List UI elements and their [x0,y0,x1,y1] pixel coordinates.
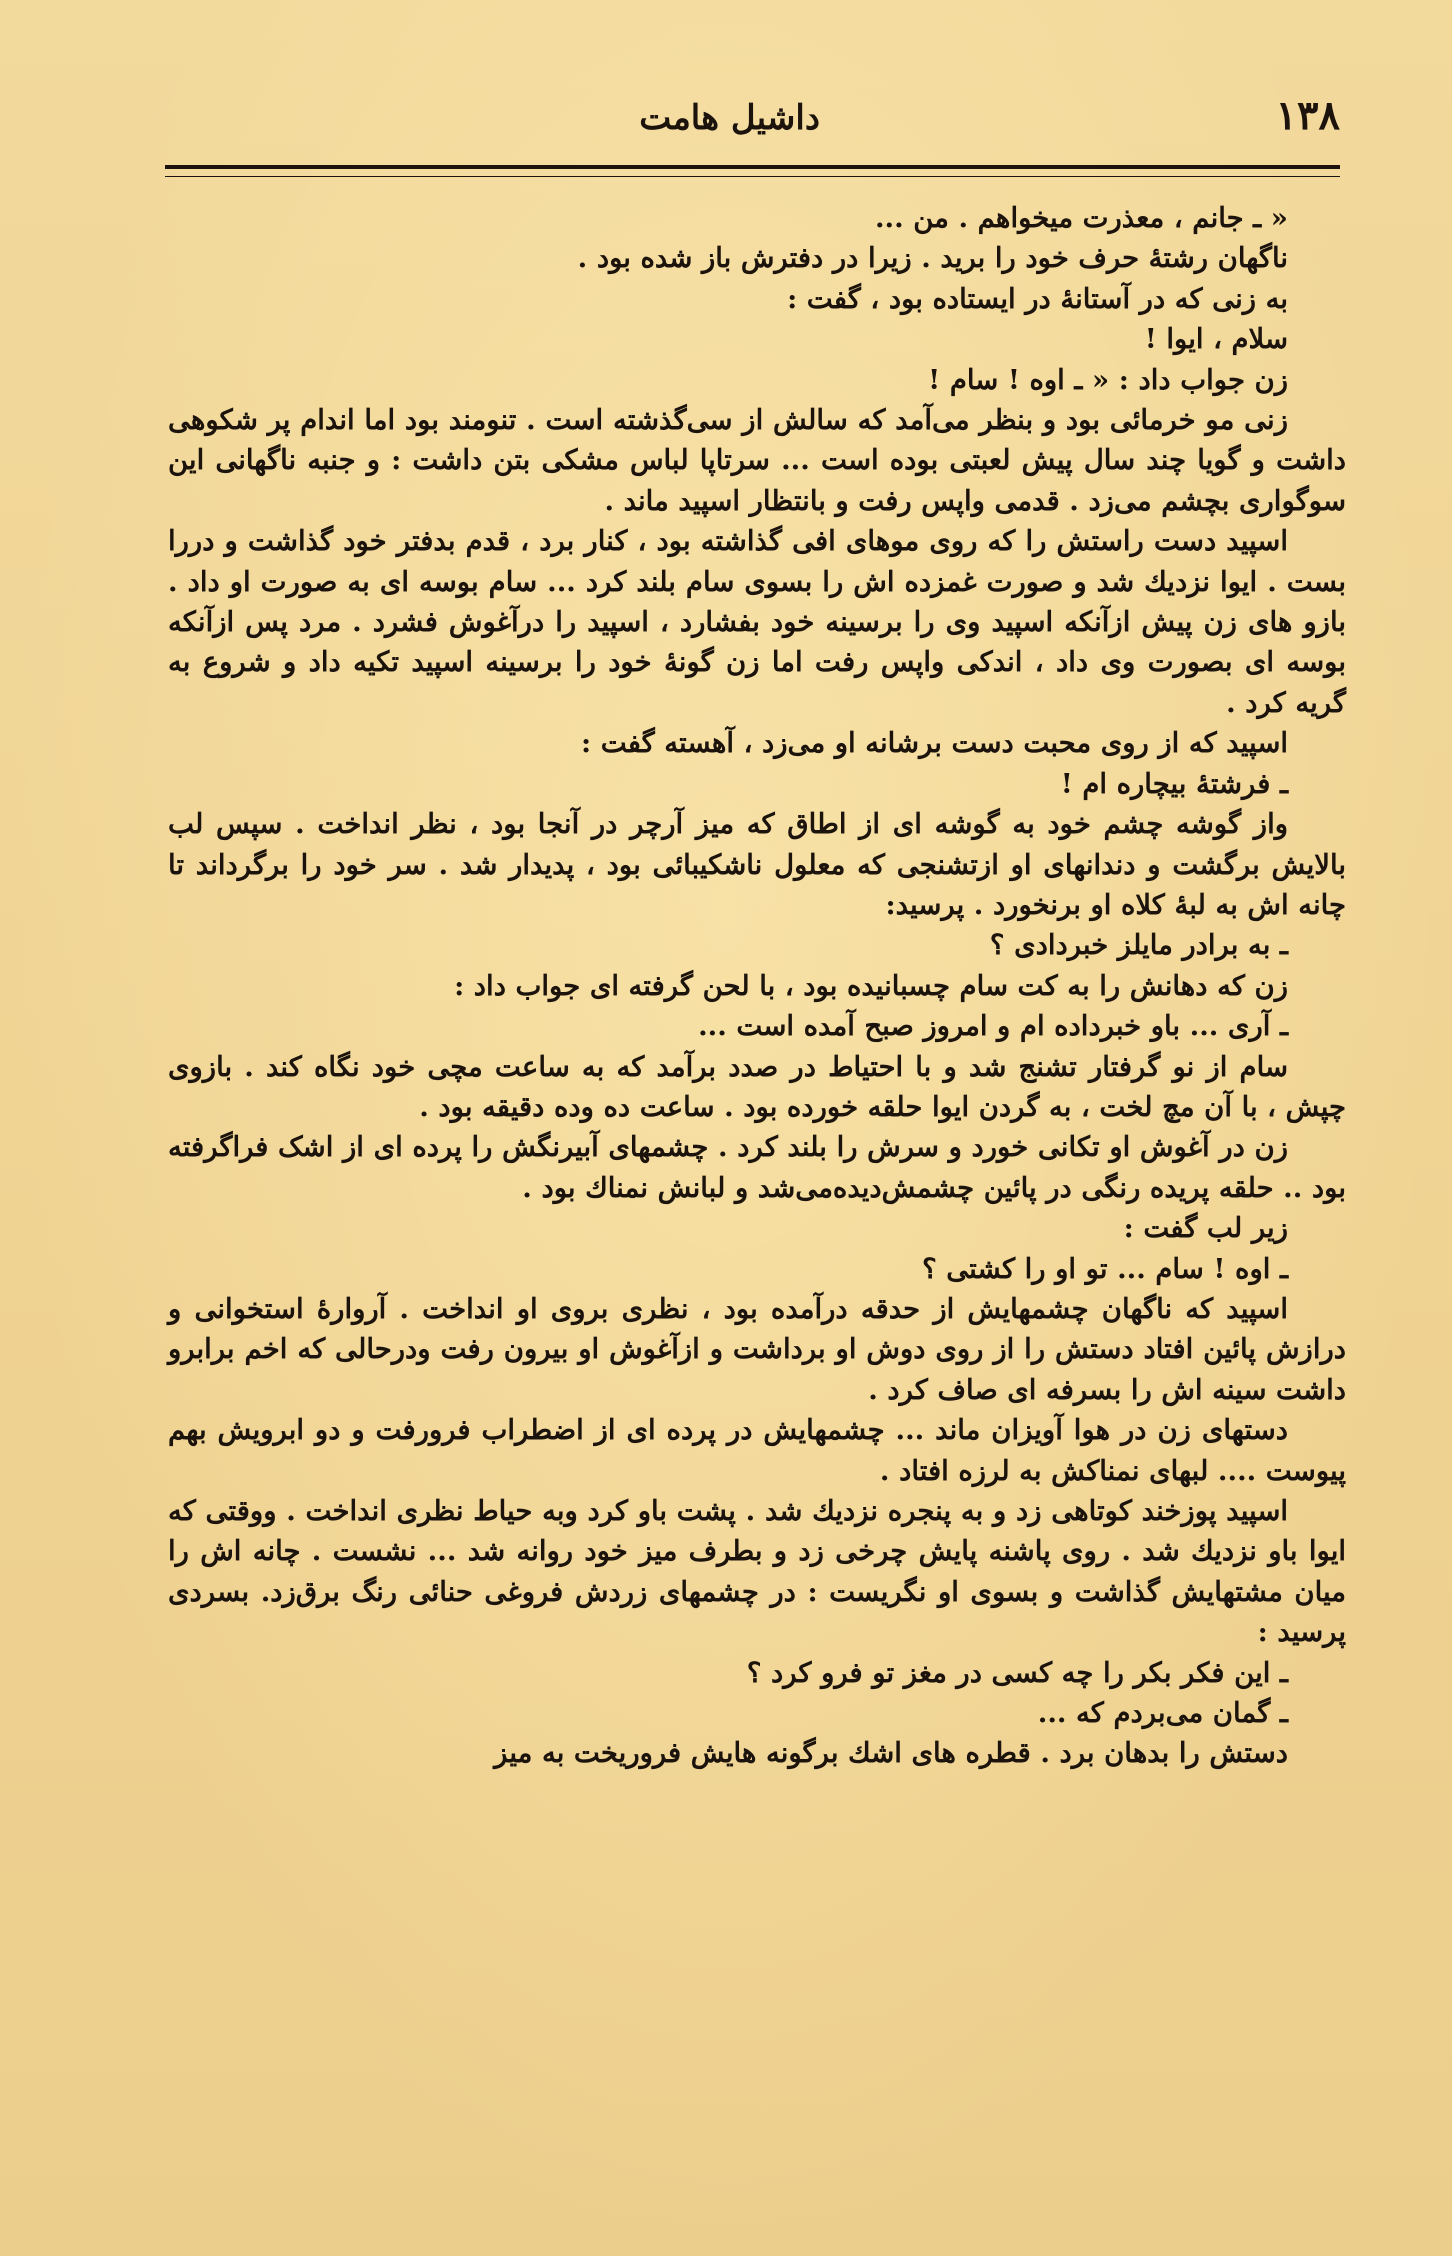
paragraph: ـ گمان می‌بردم که ... [1037,1697,1288,1730]
body-text [168,198,1346,1774]
paragraph: زن که دهانش را به کت سام چسبانیده بود ، با لحن گرفته ای جواب داد : [454,969,1288,1002]
paragraph: سام از نو گرفتار تشنج شد و با احتیاط در صدد برآمد که به ساعت مچی خود نگاه کند . بازوی چپش ، با آن مچ لخت ، به گردن ایوا حلقه خورده بود . ساعت ده وده دقیقه بود . [168,1050,1346,1123]
paragraph: اسپید که ناگهان چشمهایش از حدقه درآمده بود ، نظری بروی او انداخت . آروارهٔ استخوانی و درازش پائین افتاد دستش را از روی دوش او برداشت و ازآغوش او بیرون رفت ودرحالی که اخم برابرو داشت سینه اش را بسرفه ای صاف کرد . [168,1292,1346,1406]
paragraph: زن در آغوش او تکانی خورد و سرش را بلند کرد . چشمهای آبیرنگش را پرده ای از اشک فراگرفته بود .. حلقه پریده رنگی در پائین چشمش‌دیده‌می‌شد و لبانش نمناك بود . [168,1131,1346,1204]
paragraph: زنی مو خرمائی بود و بنظر می‌آمد که سالش از سی‌گذشته است . تنومند بود اما اندام پر شکوهی داشت و گویا چند سال پیش لعبتی بوده است ... سرتاپا لباس مشکی بتن داشت : و جنبه ناگهانی این سوگواری بچشم می‌زد . قدمی واپس رفت و بانتظار اسپید ماند . [168,404,1346,517]
paragraph: به زنی که در آستانهٔ در ایستاده بود ، گفت : [787,282,1288,315]
page-header [165,92,1340,152]
paragraph: اسپید پوزخند کوتاهی زد و به پنجره نزدیك شد . پشت باو کرد وبه حیاط نظری انداخت . ووقتی که ایوا باو نزدیك شد . روی پاشنه پایش چرخی زد و بطرف میز خود روانه شد ... نشست . چانه اش را میان مشتهایش گذاشت و بسوی او نگریست : در چشمهای زردش فروغی حنائی رنگ برق‌زد. بسردی پرسید : [168,1495,1346,1649]
paragraph: اسپید دست راستش را که روی موهای افی گذاشته بود ، کنار برد ، قدم بدفتر خود گذاشت و دررا بست . ایوا نزدیك شد و صورت غمزده اش را بسوی سام بلند کرد ... سام بوسه ای به صورت او داد . بازو های زن پیش ازآنکه اسپید وی را برسینه خود بفشارد ، اسپید را درآغوش فشرد . مرد پس ازآنکه بوسه ای بصورت وی داد ، اندکی واپس رفت اما زن گونهٔ خود را برسینه اسپید تکیه داد و شروع به گریه کرد . [168,525,1346,719]
header-rule-thick [165,165,1340,169]
paragraph: دستش را بدهان برد . قطره های اشك برگونه هایش فروریخت به میز [494,1737,1288,1770]
paragraph: زن جواب داد : « ـ اوه ! سام ! [928,363,1288,396]
paragraph: اسپید که از روی محبت دست برشانه او می‌زد ، آهسته گفت : [580,727,1288,760]
paragraph: زیر لب گفت : [1123,1212,1288,1245]
paragraph: ـ اوه ! سام ... تو او را کشتی ؟ [922,1252,1288,1285]
paragraph: ـ آری ... باو خبرداده ام و امروز صبح آمده است ... [698,1010,1288,1043]
paragraph: « ـ جانم ، معذرت میخواهم . من ... [874,202,1288,234]
paragraph: ـ فرشتهٔ بیچاره ام ! [1060,767,1288,800]
paragraph: ـ این فکر بکر را چه کسی در مغز تو فرو کرد ؟ [746,1656,1288,1689]
page-number: ۱۳۸ [1275,92,1340,139]
paragraph: ناگهان رشتهٔ حرف خود را برید . زیرا در دفترش باز شده بود . [577,242,1288,275]
header-rule-thin [165,176,1340,177]
paragraph: واز گوشه چشم خود به گوشه ای از اطاق که میز آرچر در آنجا بود ، نظر انداخت . سپس لب بالایش برگشت و دندانهای او ازتشنجی که معلول ناشکیبائی بود ، پدیدار شد . سر خود را برگرداند تا چانه اش به لبهٔ کلاه او برنخورد . پرسید: [168,808,1346,921]
paragraph: دستهای زن در هوا آویزان ماند ... چشمهایش در پرده ای از اضطراب فرورفت و دو ابرویش بهم پیوست .... لبهای نمناکش به لرزه افتاد . [168,1414,1346,1487]
paragraph: ـ به برادر مایلز خبردادی ؟ [989,929,1288,962]
running-title: داشیل هامت [639,98,820,138]
paragraph: سلام ، ایوا ! [1144,323,1288,356]
